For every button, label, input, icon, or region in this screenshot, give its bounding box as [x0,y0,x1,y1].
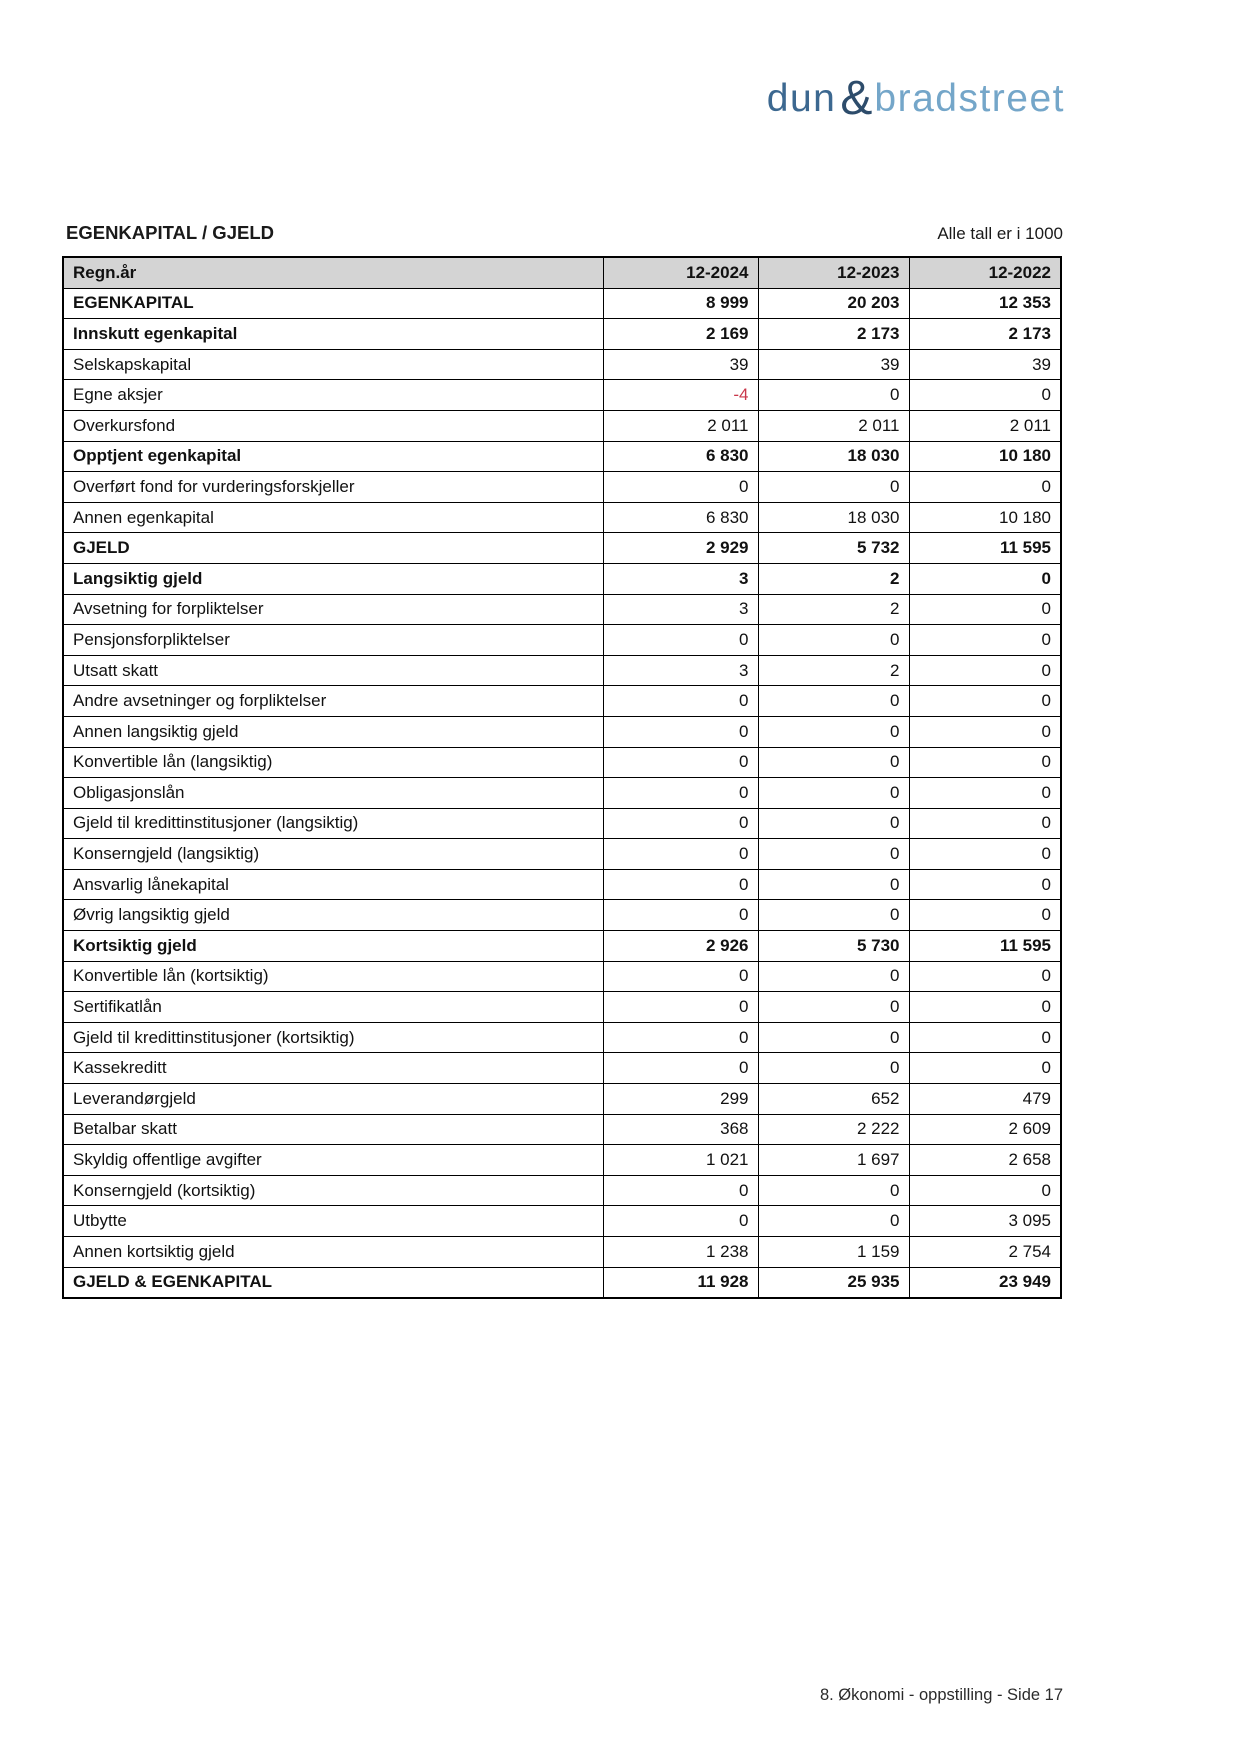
row-value: 0 [758,1022,909,1053]
row-label: Betalbar skatt [63,1114,603,1145]
row-value: 0 [758,1175,909,1206]
row-value: 0 [603,686,758,717]
row-value: 0 [909,686,1061,717]
table-row [63,1175,1061,1206]
table-row [63,563,1061,594]
row-label: Egne aksjer [63,380,603,411]
row-label: Opptjent egenkapital [63,441,603,472]
row-label: Konvertible lån (langsiktig) [63,747,603,778]
row-label: GJELD [63,533,603,564]
row-value: 23 949 [909,1267,1061,1298]
row-label: Konserngjeld (langsiktig) [63,839,603,870]
row-value: 0 [758,839,909,870]
row-value: 6 830 [603,441,758,472]
row-value: 20 203 [758,288,909,319]
table-row [63,1084,1061,1115]
row-label: Annen langsiktig gjeld [63,716,603,747]
row-value: 0 [909,747,1061,778]
table-header-row [63,257,1061,288]
row-value: 0 [758,1206,909,1237]
row-value: 368 [603,1114,758,1145]
row-value: 0 [603,747,758,778]
row-value: 0 [758,778,909,809]
row-value: 10 180 [909,441,1061,472]
table-row [63,655,1061,686]
row-value: 0 [603,992,758,1023]
page-title: EGENKAPITAL / GJELD [66,222,274,243]
row-value: 0 [758,625,909,656]
row-value: 2 173 [758,319,909,350]
row-label: Konserngjeld (kortsiktig) [63,1175,603,1206]
table-row [63,594,1061,625]
row-label: Gjeld til kredittinstitusjoner (langsiktig) [63,808,603,839]
row-value: 0 [909,472,1061,503]
table-row [63,472,1061,503]
table-row [63,1022,1061,1053]
row-value: 11 595 [909,533,1061,564]
table-row [63,349,1061,380]
row-value: 479 [909,1084,1061,1115]
row-value: 2 658 [909,1145,1061,1176]
row-value: 2 609 [909,1114,1061,1145]
row-value: 0 [909,1053,1061,1084]
balance-table-head [63,257,1061,288]
table-row [63,992,1061,1023]
row-value: 12 353 [909,288,1061,319]
row-value: 0 [603,1053,758,1084]
row-value: 18 030 [758,441,909,472]
row-value: 2 926 [603,931,758,962]
row-label: Innskutt egenkapital [63,319,603,350]
row-value: 10 180 [909,502,1061,533]
row-label: Obligasjonslån [63,778,603,809]
row-value: 11 928 [603,1267,758,1298]
row-value: 0 [603,716,758,747]
row-value: 5 732 [758,533,909,564]
column-header-year: 12-2022 [909,257,1061,288]
row-label: Pensjonsforpliktelser [63,625,603,656]
unit-note: Alle tall er i 1000 [937,224,1063,243]
row-label: Sertifikatlån [63,992,603,1023]
row-label: Gjeld til kredittinstitusjoner (kortsiktig) [63,1022,603,1053]
row-label: Langsiktig gjeld [63,563,603,594]
row-value: 1 697 [758,1145,909,1176]
row-label: Avsetning for forpliktelser [63,594,603,625]
row-value: 2 173 [909,319,1061,350]
row-value: 0 [603,900,758,931]
row-value: 0 [909,808,1061,839]
row-value: 8 999 [603,288,758,319]
row-value: 0 [758,808,909,839]
table-row [63,1114,1061,1145]
table-row [63,869,1061,900]
row-value: 0 [758,869,909,900]
row-label: GJELD & EGENKAPITAL [63,1267,603,1298]
row-value: 2 011 [758,410,909,441]
ampersand-icon: & [840,72,873,125]
row-label: Leverandørgjeld [63,1084,603,1115]
row-value: 0 [603,778,758,809]
row-value: 3 095 [909,1206,1061,1237]
row-label: Kassekreditt [63,1053,603,1084]
row-value: 0 [909,992,1061,1023]
row-value: 0 [909,869,1061,900]
row-value: 652 [758,1084,909,1115]
row-value: 0 [603,1022,758,1053]
row-value: 3 [603,655,758,686]
row-value: 0 [909,655,1061,686]
row-value: 0 [909,900,1061,931]
table-row [63,319,1061,350]
row-value: 0 [758,961,909,992]
row-value: 0 [758,992,909,1023]
row-value: 0 [909,594,1061,625]
row-value: 0 [758,686,909,717]
dun-bradstreet-logo [767,68,1065,123]
row-label: Overkursfond [63,410,603,441]
row-value: 0 [758,472,909,503]
row-value: 0 [758,747,909,778]
row-value: 0 [603,625,758,656]
row-value: 0 [758,380,909,411]
row-value: 0 [603,961,758,992]
logo-text-dun: dun [766,77,837,120]
row-value: 0 [603,808,758,839]
page-footer: 8. Økonomi - oppstilling - Side 17 [819,1686,1063,1704]
row-value: 2 [758,563,909,594]
row-value: 0 [603,472,758,503]
column-header-year: 12-2024 [603,257,758,288]
row-label: Utsatt skatt [63,655,603,686]
row-value: 25 935 [758,1267,909,1298]
row-value: 3 [603,594,758,625]
row-value: 6 830 [603,502,758,533]
table-row [63,288,1061,319]
row-value: 11 595 [909,931,1061,962]
row-label: Overført fond for vurderingsforskjeller [63,472,603,503]
row-value: 2 754 [909,1237,1061,1268]
row-value: 39 [758,349,909,380]
row-value: 2 [758,594,909,625]
row-value: 1 238 [603,1237,758,1268]
row-label: Øvrig langsiktig gjeld [63,900,603,931]
balance-table [62,256,1062,1299]
row-value: 5 730 [758,931,909,962]
row-label: Kortsiktig gjeld [63,931,603,962]
row-label: EGENKAPITAL [63,288,603,319]
row-value: 1 159 [758,1237,909,1268]
table-row [63,686,1061,717]
table-row [63,1053,1061,1084]
row-value: 39 [603,349,758,380]
row-value: -4 [603,380,758,411]
row-value: 0 [909,961,1061,992]
row-value: 2 [758,655,909,686]
table-row [63,533,1061,564]
table-row [63,931,1061,962]
table-row [63,778,1061,809]
row-value: 299 [603,1084,758,1115]
title-bar [66,222,1063,244]
row-value: 18 030 [758,502,909,533]
row-value: 0 [603,1206,758,1237]
row-value: 2 222 [758,1114,909,1145]
row-label: Konvertible lån (kortsiktig) [63,961,603,992]
logo-text-bradstreet: bradstreet [874,77,1065,120]
balance-table-body [63,288,1061,1298]
row-value: 2 169 [603,319,758,350]
row-label: Selskapskapital [63,349,603,380]
table-row [63,808,1061,839]
row-value: 0 [758,716,909,747]
row-value: 2 011 [603,410,758,441]
row-value: 0 [603,1175,758,1206]
table-row [63,839,1061,870]
row-value: 0 [909,1175,1061,1206]
row-label: Annen egenkapital [63,502,603,533]
row-value: 0 [758,1053,909,1084]
row-value: 0 [909,563,1061,594]
table-row [63,1145,1061,1176]
row-label: Andre avsetninger og forpliktelser [63,686,603,717]
row-value: 0 [909,778,1061,809]
row-label: Skyldig offentlige avgifter [63,1145,603,1176]
row-value: 0 [909,625,1061,656]
table-row [63,1206,1061,1237]
row-value: 0 [909,380,1061,411]
row-label: Annen kortsiktig gjeld [63,1237,603,1268]
row-value: 0 [603,839,758,870]
row-label: Utbytte [63,1206,603,1237]
table-row [63,380,1061,411]
row-value: 0 [758,900,909,931]
table-row [63,1267,1061,1298]
table-row [63,716,1061,747]
row-value: 1 021 [603,1145,758,1176]
table-row [63,625,1061,656]
row-value: 0 [909,839,1061,870]
column-header-year: 12-2023 [758,257,909,288]
row-value: 0 [909,1022,1061,1053]
table-row [63,441,1061,472]
row-value: 0 [603,869,758,900]
column-header-label: Regn.år [63,257,603,288]
row-value: 0 [909,716,1061,747]
row-value: 3 [603,563,758,594]
row-value: 2 011 [909,410,1061,441]
table-row [63,410,1061,441]
table-row [63,747,1061,778]
table-row [63,502,1061,533]
table-row [63,1237,1061,1268]
row-value: 39 [909,349,1061,380]
row-label: Ansvarlig lånekapital [63,869,603,900]
table-row [63,900,1061,931]
table-row [63,961,1061,992]
row-value: 2 929 [603,533,758,564]
